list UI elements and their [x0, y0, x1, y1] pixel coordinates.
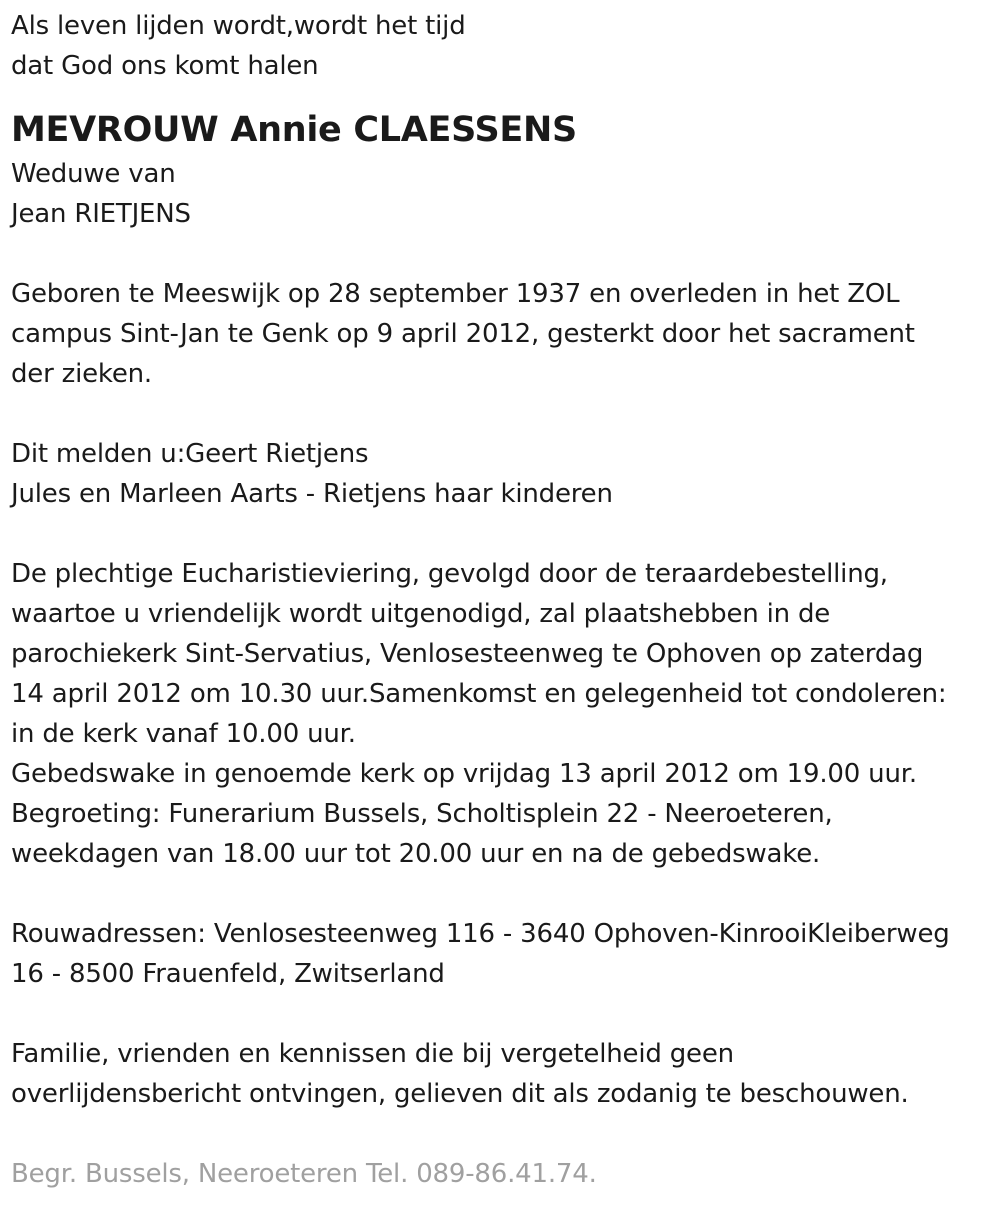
announcers-line-2: Jules en Marleen Aarts - Rietjens haar kinderen [11, 479, 613, 509]
ceremony-line-5: in de kerk vanaf 10.00 uur. [11, 719, 356, 749]
spacer [11, 994, 986, 1034]
ceremony-line-4: 14 april 2012 om 10.30 uur.Samenkomst en gelegenheid tot condoleren: [11, 679, 947, 709]
motto-line-2: dat God ons komt halen [11, 51, 319, 81]
spouse-name: Jean RIETJENS [11, 199, 191, 229]
funeral-home-footer: Begr. Bussels, Neeroeteren Tel. 089-86.41.74. [11, 1159, 597, 1189]
obituary-notice [11, 6, 986, 1194]
ceremony-line-2: waartoe u vriendelijk wordt uitgenodigd, zal plaatshebben in de [11, 599, 831, 629]
addresses-line-2: 16 - 8500 Frauenfeld, Zwitserland [11, 959, 445, 989]
ceremony-line-8: weekdagen van 18.00 uur tot 20.00 uur en na de gebedswake. [11, 839, 821, 869]
closing-line-2: overlijdensbericht ontvingen, gelieven dit als zodanig te beschouwen. [11, 1079, 909, 1109]
ceremony-line-7: Begroeting: Funerarium Bussels, Scholtisplein 22 - Neeroeteren, [11, 799, 833, 829]
closing-line-1: Familie, vrienden en kennissen die bij vergetelheid geen [11, 1039, 734, 1069]
ceremony-line-1: De plechtige Eucharistieviering, gevolgd door de teraardebestelling, [11, 559, 888, 589]
birth-death-line-2: campus Sint-Jan te Genk op 9 april 2012, gesterkt door het sacrament [11, 319, 915, 349]
ceremony-line-6: Gebedswake in genoemde kerk op vrijdag 13 april 2012 om 19.00 uur. [11, 759, 917, 789]
spacer [11, 1114, 986, 1154]
spacer [11, 234, 986, 274]
birth-death-line-3: der zieken. [11, 359, 152, 389]
widow-of-label: Weduwe van [11, 159, 176, 189]
deceased-name: MEVROUW Annie CLAESSENS [11, 110, 577, 150]
spacer [11, 514, 986, 554]
ceremony-line-3: parochiekerk Sint-Servatius, Venlosesteenweg te Ophoven op zaterdag [11, 639, 924, 669]
birth-death-line-1: Geboren te Meeswijk op 28 september 1937 en overleden in het ZOL [11, 279, 900, 309]
motto-line-1: Als leven lijden wordt,wordt het tijd [11, 11, 466, 41]
spacer [11, 394, 986, 434]
announcers-line-1: Dit melden u:Geert Rietjens [11, 439, 369, 469]
addresses-line-1: Rouwadressen: Venlosesteenweg 116 - 3640 Ophoven-KinrooiKleiberweg [11, 919, 950, 949]
spacer [11, 874, 986, 914]
